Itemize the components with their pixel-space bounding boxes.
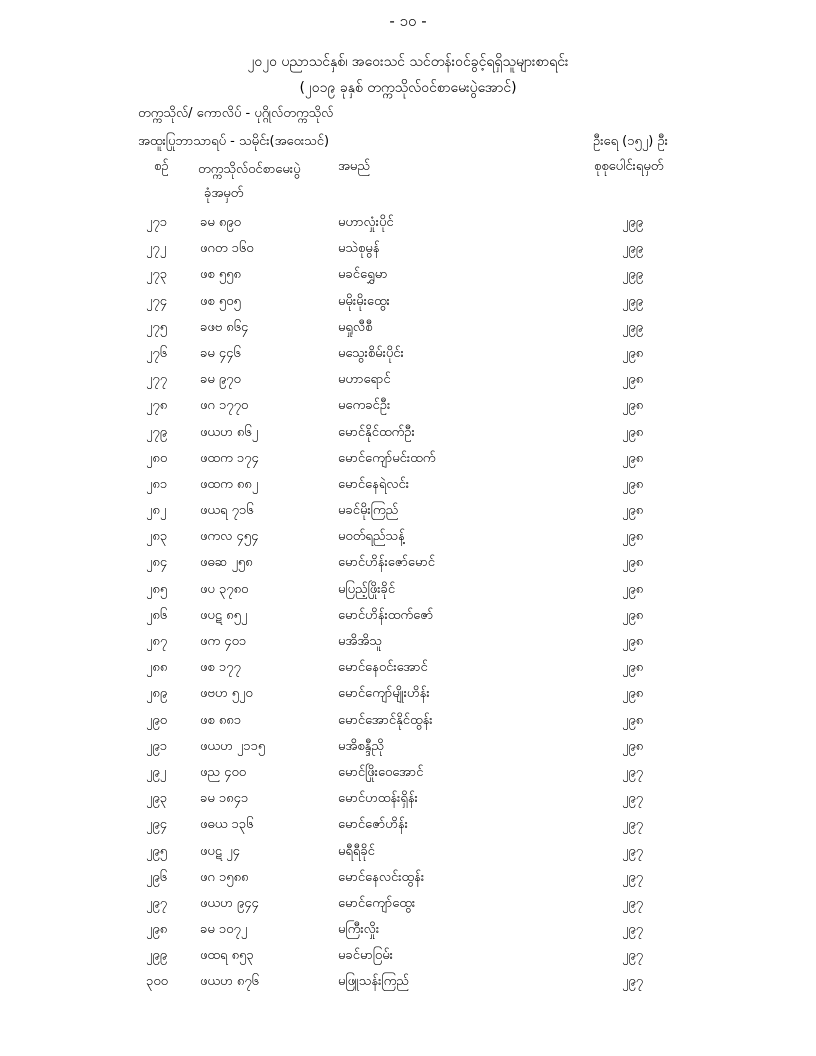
roll-number: ခမ ၉၇၀ (200, 372, 241, 388)
total-marks: ၂၉၉ (622, 319, 644, 335)
student-name: မောင်ကျော်ထွေး (338, 895, 416, 911)
total-marks: ၂၉၈ (622, 372, 644, 388)
table-row (0, 420, 816, 446)
total-marks: ၂၉၈ (622, 581, 644, 597)
total-marks: ၂၉၉ (622, 267, 644, 283)
roll-number: ဖယဟ ၂၁၁၅ (200, 738, 266, 754)
student-name: မဖြူသန်းကြည် (338, 974, 409, 990)
serial-no: ၂၈၃ (146, 529, 168, 545)
student-name: မောင်နေရဲလင်း (338, 476, 409, 492)
serial-no: ၂၈၅ (146, 581, 168, 597)
student-name: မခင်ရွှေမာ (338, 267, 388, 283)
header-roll-line2: ခုံအမှတ် (204, 186, 244, 201)
serial-no: ၂၈၀ (146, 450, 168, 466)
table-row (0, 524, 816, 550)
student-name: မရီရီခိုင် (338, 843, 375, 859)
roll-number: ဖဂတ ၁၆၀ (200, 241, 254, 257)
serial-no: ၂၈၇ (146, 634, 168, 649)
total-marks: ၂၉၈ (622, 424, 644, 440)
serial-no: ၂၈၁ (146, 476, 168, 492)
table-row (0, 839, 816, 865)
total-marks: ၂၉၇ (622, 869, 644, 885)
student-name: မောင်ဟိန်းထက်ဇော် (338, 607, 434, 623)
subject-line: အထူးပြုဘာသာရပ် - သမိုင်း(အဝေးသင်) (138, 134, 330, 149)
roll-number: ဖပ ၃၇၈၀ (200, 581, 249, 597)
serial-no: ၂၇၅ (146, 319, 168, 335)
table-row (0, 446, 816, 472)
student-name: မရှုလီစီ (338, 319, 373, 335)
table-row (0, 734, 816, 760)
student-name: မအိစန္ဒီညို (338, 738, 384, 754)
roll-number: ဖစ ၅၀၅ (200, 293, 241, 309)
roll-number: ခမ ၈၉၀ (200, 215, 241, 230)
serial-no: ၂၉၅ (146, 843, 168, 859)
table-row (0, 289, 816, 315)
student-name: မဟာလှုံးပိုင် (338, 215, 394, 230)
table-row (0, 550, 816, 576)
table-row (0, 236, 816, 262)
student-name: မောင်နိုင်ထက်ဦး (338, 424, 415, 440)
roll-number: ဖဓယ ၁၃၆ (200, 817, 254, 833)
table-row (0, 969, 816, 995)
header-serial-no: စဉ် (154, 159, 169, 174)
roll-number: ဖစ ၅၅၈ (200, 267, 241, 283)
student-name: မောင်နေလင်းထွန်း (338, 869, 425, 885)
table-row (0, 708, 816, 734)
student-name: မသဲစုမွန် (338, 241, 380, 257)
roll-number: ဖက ၄၀၁ (200, 634, 247, 649)
table-row (0, 577, 816, 603)
roll-number: ဖည ၄၀၀ (200, 764, 247, 780)
roll-number: ခမ ၁၀၇၂ (200, 922, 248, 938)
student-name: မမိုးမိုးထွေး (338, 293, 390, 309)
serial-no: ၂၉၀ (146, 712, 168, 728)
roll-number: ဖပဋ ၂၄ (200, 843, 240, 859)
serial-no: ၂၇၃ (146, 267, 168, 283)
roll-number: ဖယဟ ၈၇၆ (200, 974, 259, 990)
student-name: မသွေးစိမ်းပိုင်း (338, 345, 404, 361)
total-marks: ၂၉၈ (622, 686, 644, 702)
table-row (0, 655, 816, 681)
roll-number: ဖထက ၁၇၄ (200, 450, 259, 466)
student-name: မောင်ဟိန်းဇော်မောင် (338, 555, 435, 571)
roll-number: ဖဓဆ ၂၅၈ (200, 555, 253, 571)
total-marks: ၂၉၈ (622, 476, 644, 492)
total-marks: ၂၉၈ (622, 503, 644, 519)
document-subtitle: (၂၀၁၉ ခုနှစ် တက္ကသိုလ်ဝင်စာမေးပွဲအောင်) (299, 80, 517, 96)
student-name: မောင်ဇော်ဟိန်း (338, 817, 408, 833)
total-marks: ၂၉၈ (622, 529, 644, 545)
total-marks: ၂၉၇ (622, 948, 644, 964)
table-row (0, 210, 816, 236)
roll-number: ခဖဗ ၈၆၄ (200, 319, 249, 335)
roll-number: ဖထရ ၈၅၃ (200, 948, 254, 964)
roll-number: ဖဂ ၁၅၈၈ (200, 869, 249, 885)
serial-no: ၂၇၆ (146, 345, 168, 361)
roll-number: ဖယဟ ၈၆၂ (200, 424, 259, 440)
university-line: တက္ကသိုလ်/ ကောလိပ် - ပုဂ္ဂိုလ်တက္ကသိုလ် (138, 106, 334, 121)
roll-number: ဖထက ၈၈၂ (200, 476, 259, 492)
total-marks: ၂၉၇ (622, 922, 644, 938)
total-marks: ၂၉၇ (622, 974, 644, 990)
table-row (0, 393, 816, 419)
roll-number: ဖဂ ၁၇၇၀ (200, 398, 249, 414)
serial-no: ၂၇၂ (146, 241, 167, 257)
total-marks: ၂၉၇ (622, 764, 644, 780)
student-name: မောင်ကျော်မျိုးဟိန်း (338, 686, 430, 702)
table-row (0, 498, 816, 524)
total-marks: ၂၉၇ (622, 817, 644, 833)
serial-no: ၃၀၀ (146, 974, 168, 990)
roll-number: ဖစ ၈၈၁ (200, 712, 242, 728)
table-row (0, 629, 816, 655)
student-name: မခင်မာဝြမ်း (338, 948, 393, 964)
roll-number: ဖယရ ၇၁၆ (200, 503, 254, 519)
serial-no: ၂၉၈ (146, 922, 168, 938)
total-marks: ၂၉၈ (622, 607, 644, 623)
table-row (0, 891, 816, 917)
serial-no: ၂၈၂ (146, 503, 167, 519)
header-name: အမည် (338, 159, 370, 174)
table-row (0, 472, 816, 498)
serial-no: ၂၈၉ (146, 686, 168, 702)
serial-no: ၂၉၇ (146, 895, 168, 911)
student-name: မောင်အောင်နိုင်ထွန်း (338, 712, 433, 728)
table-row (0, 865, 816, 891)
table-row (0, 917, 816, 943)
table-row (0, 943, 816, 969)
table-row (0, 681, 816, 707)
total-marks: ၂၉၇ (622, 791, 644, 807)
roll-number: ခမ ၄၄၆ (200, 345, 241, 361)
document-title: ၂၀၂၀ ပညာသင်နှစ်၊ အဝေးသင် သင်တန်းဝင်ခွင့်ရရှိသူများစာရင်း (247, 54, 569, 70)
header-roll-line1: တက္ကသိုလ်ဝင်စာမေးပွဲ (198, 162, 301, 177)
student-name: မအိအိသူ (338, 634, 382, 649)
student-name: မကြီးလှိုး (338, 922, 380, 938)
header-total-marks: စုစုပေါင်းရမှတ် (594, 159, 664, 174)
student-name: မဟာရောင် (338, 372, 391, 388)
total-marks: ၂၉၉ (622, 215, 644, 230)
serial-no: ၂၈၈ (146, 660, 168, 676)
table-row (0, 812, 816, 838)
header-roll-number (198, 158, 301, 206)
serial-no: ၂၉၆ (146, 869, 168, 885)
table-row (0, 262, 816, 288)
student-name: မကေခင်ဦး (338, 398, 391, 414)
student-name: မဝတ်ရည်သန့် (338, 529, 405, 545)
total-marks: ၂၉၈ (622, 398, 644, 414)
student-name: မခင်မိုးကြည် (338, 503, 399, 519)
total-marks: ၂၉၈ (622, 555, 644, 571)
table-row (0, 367, 816, 393)
serial-no: ၂၇၇ (146, 372, 168, 388)
total-count: ဦးရေ (၁၅၂) ဦး (593, 134, 668, 149)
roll-number: ခမ ၁၈၄၁ (200, 791, 249, 807)
total-marks: ၂၉၉ (622, 241, 644, 257)
student-name: မပြည့်ဖြိုးခိုင် (338, 581, 396, 597)
student-name: မောင်ကျော်မင်းထက် (338, 450, 436, 466)
table-row (0, 603, 816, 629)
serial-no: ၂၉၂ (146, 764, 167, 780)
table-row (0, 760, 816, 786)
total-marks: ၂၉၈ (622, 660, 644, 676)
roll-number: ဖစ ၁၇၇ (200, 660, 241, 676)
serial-no: ၂၉၃ (146, 791, 168, 807)
total-marks: ၂၉၇ (622, 843, 644, 859)
roll-number: ဖကလ ၄၅၄ (200, 529, 259, 545)
total-marks: ၂၉၇ (622, 895, 644, 911)
serial-no: ၂၉၁ (146, 738, 168, 754)
table-row (0, 315, 816, 341)
roll-number: ဖယဟ ၉၄၄ (200, 895, 259, 911)
serial-no: ၂၈၄ (146, 555, 168, 571)
student-name: မောင်နေဝင်းအောင် (338, 660, 428, 676)
serial-no: ၂၇၄ (146, 293, 168, 309)
total-marks: ၂၉၈ (622, 634, 644, 649)
total-marks: ၂၉၈ (622, 712, 644, 728)
serial-no: ၂၇၁ (146, 215, 168, 230)
total-marks: ၂၉၈ (622, 345, 644, 361)
student-name: မောင်ဖြိုးဝေအောင် (338, 764, 424, 780)
total-marks: ၂၉၈ (622, 738, 644, 754)
table-row (0, 786, 816, 812)
serial-no: ၂၇၉ (146, 424, 168, 440)
table-row (0, 341, 816, 367)
serial-no: ၂၉၉ (146, 948, 168, 964)
page-number: - ၁၀ - (389, 12, 427, 30)
serial-no: ၂၈၆ (146, 607, 168, 623)
results-list (0, 210, 816, 996)
total-marks: ၂၉၉ (622, 293, 644, 309)
roll-number: ဖဗဟ ၅၂၀ (200, 686, 253, 702)
serial-no: ၂၇၈ (146, 398, 168, 414)
serial-no: ၂၉၄ (146, 817, 168, 833)
total-marks: ၂၉၈ (622, 450, 644, 466)
roll-number: ဖပဋ ၈၅၂ (200, 607, 248, 623)
student-name: မောင်ဟထန်းရှိန်း (338, 791, 418, 807)
